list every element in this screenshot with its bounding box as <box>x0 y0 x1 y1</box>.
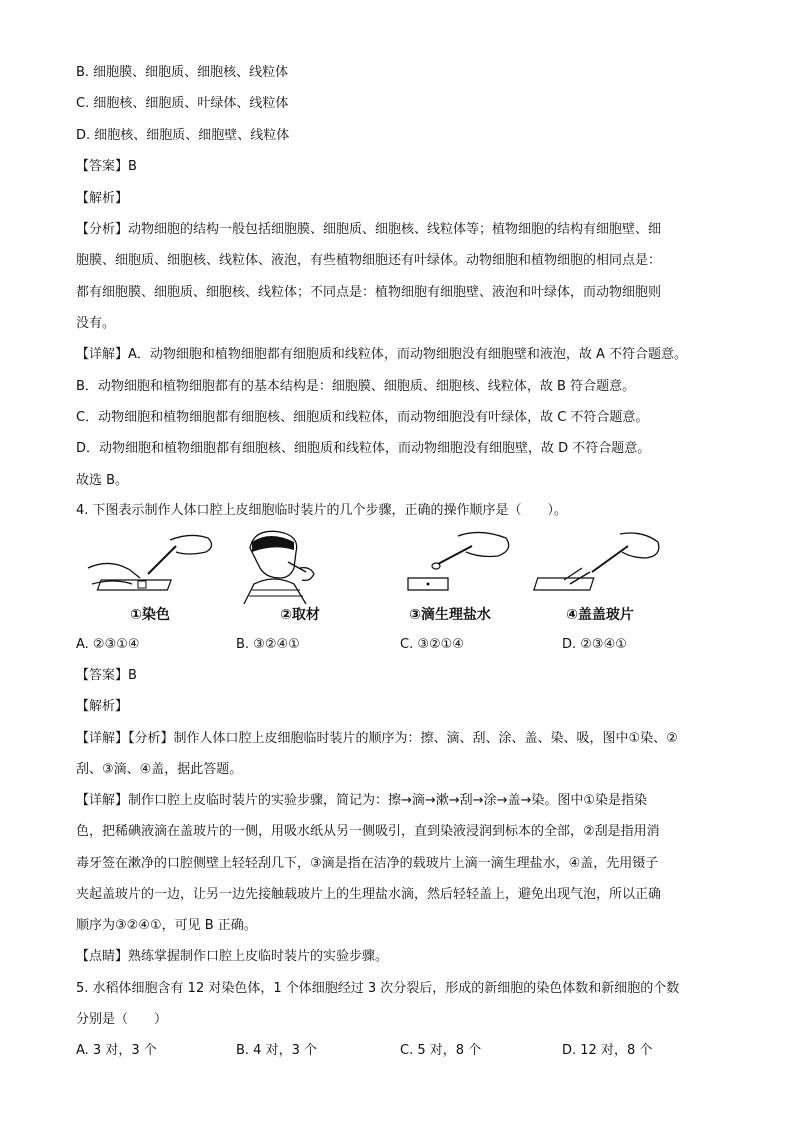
q3-analysis-line: 【分析】动物细胞的结构一般包括细胞膜、细胞质、细胞核、线粒体等；植物细胞的结构有细胞壁、细 <box>76 222 662 237</box>
q3-analysis-line: 没有。 <box>76 316 116 331</box>
figure-sampling <box>230 528 370 628</box>
q4-option-a: A. ②③①④ <box>76 637 140 652</box>
q3-answer: 【答案】B <box>76 159 137 174</box>
q4-detail-line: 【详解】制作口腔上皮临时装片的实验步骤，简记为：擦→滴→漱→刮→涂→盖→染。图中①染是指染 <box>76 793 648 808</box>
q3-detail-line: B．动物细胞和植物细胞都有的基本结构是：细胞膜、细胞质、细胞核、线粒体，故 B 符合题意。 <box>76 379 636 394</box>
q4-analysis-line: 【详解】【分析】制作人体口腔上皮细胞临时装片的顺序为：擦、滴、刮、涂、盖、染、吸，图中①染、② <box>76 731 678 746</box>
q4-detail-line: 夹起盖玻片的一边，让另一边先接触载玻片上的生理盐水滴，然后轻轻盖上，避免出现气泡，所以正确 <box>76 887 662 902</box>
q3-option-c: C. 细胞核、细胞质、叶绿体、线粒体 <box>76 96 289 111</box>
q4-option-b: B. ③②④① <box>236 637 300 652</box>
q4-option-d: D. ②③④① <box>562 637 627 652</box>
q3-analysis-line: 胞膜、细胞质、细胞核、线粒体、液泡，有些植物细胞还有叶绿体。动物细胞和植物细胞的相同点是： <box>76 253 662 268</box>
figure-caption: ④盖盖玻片 <box>566 607 634 623</box>
q5-option-b: B. 4 对，3 个 <box>236 1043 317 1058</box>
q4-analysis-heading: 【解析】 <box>76 699 129 714</box>
q3-option-d: D. 细胞核、细胞质、细胞壁、线粒体 <box>76 128 290 143</box>
q5-stem: 5. 水稻体细胞含有 12 对染色体，1 个体细胞经过 3 次分裂后，形成的新细胞的染色体数和新细胞的个数 <box>76 981 680 996</box>
q4-figure-row <box>80 528 680 628</box>
figure-caption: ②取材 <box>280 607 320 623</box>
q4-comment: 【点睛】熟练掌握制作口腔上皮临时装片的实验步骤。 <box>76 949 389 964</box>
q5-stem: 分别是（ ） <box>76 1012 168 1027</box>
q5-option-c: C. 5 对，8 个 <box>400 1043 482 1058</box>
figure-caption: ①染色 <box>130 607 170 623</box>
staining-illustration <box>80 528 220 608</box>
q3-option-b: B. 细胞膜、细胞质、细胞核、线粒体 <box>76 65 289 80</box>
q5-option-d: D. 12 对，8 个 <box>562 1043 653 1058</box>
q4-option-c: C. ③②①④ <box>400 637 464 652</box>
q3-detail-line: 【详解】A．动物细胞和植物细胞都有细胞质和线粒体，而动物细胞没有细胞壁和液泡，故 A 不符合题意。 <box>76 347 688 362</box>
figure-caption: ③滴生理盐水 <box>409 607 491 623</box>
q4-detail-line: 色，把稀碘液滴在盖玻片的一侧，用吸水纸从另一侧吸引，直到染液浸润到标本的全部，②刮是指用消 <box>76 824 660 839</box>
sampling-illustration <box>230 528 370 608</box>
q4-analysis-line: 刮、③滴、④盖，据此答题。 <box>76 762 243 777</box>
q4-answer: 【答案】B <box>76 668 137 683</box>
q3-conclusion: 故选 B。 <box>76 473 129 488</box>
figure-coverslip <box>530 528 670 628</box>
q3-analysis-heading: 【解析】 <box>76 191 129 206</box>
saline-illustration <box>380 528 520 608</box>
figure-saline <box>380 528 520 628</box>
q3-detail-line: D．动物细胞和植物细胞都有细胞核、细胞质和线粒体，而动物细胞没有细胞壁，故 D 不符合题意。 <box>76 441 651 456</box>
figure-staining <box>80 528 220 628</box>
coverslip-illustration <box>530 528 670 608</box>
q3-detail-line: C．动物细胞和植物细胞都有细胞核、细胞质和线粒体，而动物细胞没有叶绿体，故 C 不符合题意。 <box>76 410 649 425</box>
q4-stem: 4. 下图表示制作人体口腔上皮细胞临时装片的几个步骤，正确的操作顺序是（ ）。 <box>76 503 568 518</box>
q3-analysis-line: 都有细胞膜、细胞质、细胞核、线粒体；不同点是：植物细胞有细胞壁、液泡和叶绿体，而动物细胞则 <box>76 285 662 300</box>
q4-detail-line: 顺序为③②④①，可见 B 正确。 <box>76 918 257 933</box>
q5-option-a: A. 3 对，3 个 <box>76 1043 157 1058</box>
q4-detail-line: 毒牙签在漱净的口腔侧壁上轻轻刮几下，③滴是指在洁净的载玻片上滴一滴生理盐水，④盖，先用镊子 <box>76 856 659 871</box>
